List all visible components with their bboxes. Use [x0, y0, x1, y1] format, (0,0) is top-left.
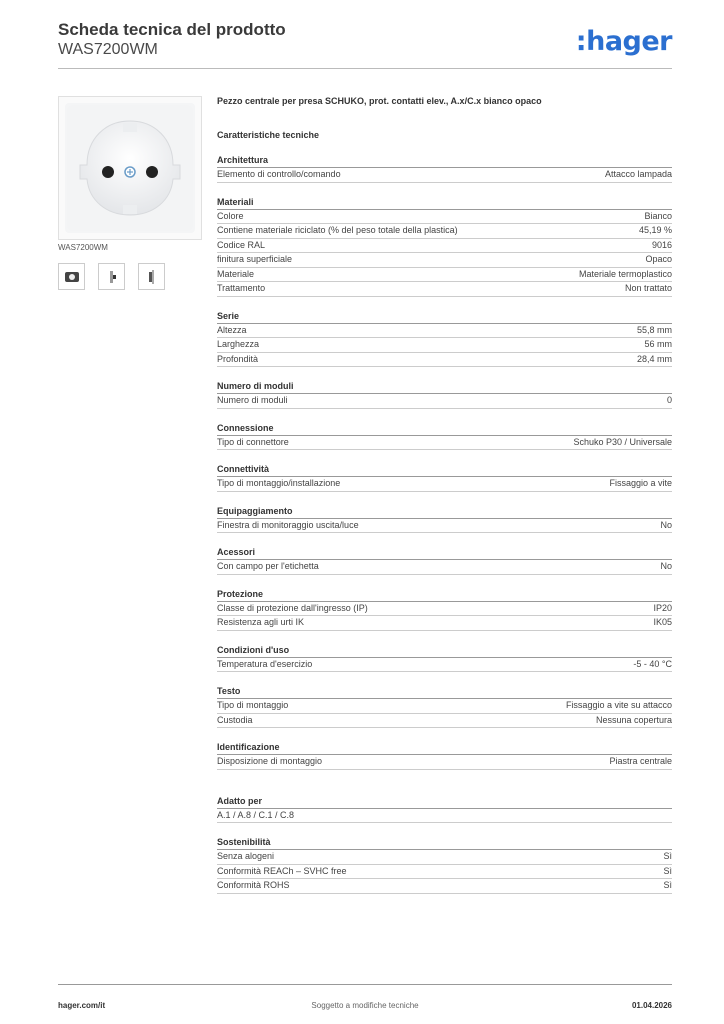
page-footer: [58, 988, 672, 1010]
spec-label: Trattamento: [217, 283, 266, 293]
section-title: Acessori: [217, 546, 672, 560]
spec-row: [217, 879, 672, 894]
spec-value: 56 mm: [644, 339, 672, 349]
product-code: WAS7200WM: [58, 41, 158, 58]
spec-label: Conformità REACh – SVHC free: [217, 865, 347, 876]
spec-value: Fissaggio a vite su attacco: [565, 700, 672, 710]
spec-label: Colore: [217, 210, 244, 221]
spec-row: [217, 865, 672, 880]
footer-date: 01.04.2026: [631, 1001, 672, 1010]
spec-row: [217, 394, 672, 409]
spec-label: Tipo di connettore: [217, 436, 289, 447]
spec-section: [217, 463, 672, 492]
product-description: Pezzo centrale per presa SCHUKO, prot. contatti elev., A.x/C.x bianco opaco: [217, 96, 542, 106]
spec-value: Sì: [663, 880, 672, 890]
spec-value: Sì: [663, 851, 672, 861]
spec-row: [217, 477, 672, 492]
spec-row: [217, 658, 672, 673]
spec-content: [217, 95, 672, 894]
spec-value: 28,4 mm: [636, 353, 672, 364]
spec-value: 0: [666, 395, 672, 405]
spec-label: Resistenza agli urti IK: [217, 617, 305, 627]
spec-value: 55,8 mm: [636, 324, 672, 335]
page-title: Scheda tecnica del prodotto: [58, 20, 286, 39]
spec-row: [217, 560, 672, 575]
spec-value: 45,19 %: [638, 225, 672, 235]
spec-label: Profondità: [217, 353, 259, 364]
spec-row: [217, 755, 672, 770]
spec-row: [217, 714, 672, 729]
spec-section: [217, 380, 672, 409]
spec-row: [217, 239, 672, 254]
spec-label: Materiale: [217, 268, 255, 279]
spec-row: [217, 699, 672, 714]
spec-row: [217, 253, 672, 268]
spec-section: [217, 685, 672, 728]
spec-value: Materiale termoplastico: [578, 268, 672, 279]
spec-label: Larghezza: [217, 339, 260, 349]
spec-section: [217, 644, 672, 673]
spec-section: [217, 741, 672, 770]
spec-label: Contiene materiale riciclato (% del peso totale della plastica): [217, 225, 458, 235]
spec-label: finitura superficiale: [217, 254, 293, 264]
spec-value: Schuko P30 / Universale: [573, 436, 672, 447]
footer-divider: [58, 984, 672, 985]
socket-plate: [65, 103, 195, 233]
page-header: [58, 20, 672, 60]
spec-section: [217, 505, 672, 534]
spec-row: [217, 616, 672, 631]
spec-section: [217, 154, 672, 183]
schuko-socket-icon: [65, 103, 195, 233]
spec-row: [217, 324, 672, 339]
spec-label: Codice RAL: [217, 239, 266, 250]
spec-value: Fissaggio a vite: [609, 478, 672, 488]
spec-row: [217, 338, 672, 353]
spec-section-adatto: [217, 795, 672, 824]
spec-label: Disposizione di montaggio: [217, 756, 323, 766]
spec-label: Altezza: [217, 324, 247, 335]
spec-row: [217, 168, 672, 183]
spec-section-sostenibilita: [217, 836, 672, 894]
thumbnail-side[interactable]: [98, 263, 125, 290]
spec-label: Senza alogeni: [217, 851, 275, 861]
socket-front-icon: [63, 270, 81, 284]
header-divider: [58, 68, 672, 69]
footer-note: Soggetto a modifiche tecniche: [311, 1001, 419, 1010]
spec-label: Temperatura d'esercizio: [217, 658, 313, 669]
thumbnail-strip: [58, 263, 165, 290]
spec-label: Elemento di controllo/comando: [217, 169, 341, 179]
spec-row: [217, 519, 672, 534]
spec-label: Con campo per l'etichetta: [217, 561, 319, 571]
thumbnail-front[interactable]: [58, 263, 85, 290]
spec-row: [217, 353, 672, 368]
section-title: Connettività: [217, 463, 672, 477]
spec-value: Opaco: [645, 254, 672, 264]
spec-value: Piastra centrale: [609, 756, 672, 766]
product-image-label: WAS7200WM: [58, 243, 108, 252]
spec-label: Finestra di monitoraggio uscita/luce: [217, 519, 359, 530]
section-title: Connessione: [217, 422, 672, 436]
spec-value: IK05: [653, 617, 672, 627]
spec-value: No: [660, 561, 672, 571]
spec-row: [217, 268, 672, 283]
spec-value: -5 - 40 °C: [633, 658, 672, 669]
socket-profile-icon: [145, 269, 159, 285]
section-title: Protezione: [217, 588, 672, 602]
spec-section: [217, 546, 672, 575]
socket-side-icon: [105, 269, 119, 285]
spec-row: [217, 210, 672, 225]
spec-section: [217, 588, 672, 631]
section-title: Numero di moduli: [217, 380, 672, 394]
spec-label: Custodia: [217, 714, 253, 725]
spec-row: [217, 809, 672, 824]
spec-section: [217, 196, 672, 297]
spec-value: Non trattato: [624, 283, 672, 293]
section-title: Materiali: [217, 196, 672, 210]
spec-value: IP20: [653, 602, 672, 613]
spec-value: 9016: [651, 239, 672, 250]
spec-value: Attacco lampada: [604, 169, 672, 179]
spec-label: Numero di moduli: [217, 395, 288, 405]
section-title: Serie: [217, 310, 672, 324]
section-title: Identificazione: [217, 741, 672, 755]
section-title: Equipaggiamento: [217, 505, 672, 519]
spec-section: [217, 310, 672, 368]
spec-value: No: [660, 519, 672, 530]
spec-row: [217, 282, 672, 297]
spec-label: Conformità ROHS: [217, 880, 290, 890]
section-title: Condizioni d'uso: [217, 644, 672, 658]
spec-section: [217, 422, 672, 451]
spec-value: Sì: [663, 865, 672, 876]
spec-label: Classe di protezione dall'ingresso (IP): [217, 602, 368, 613]
hager-logo: :hager: [575, 26, 672, 57]
product-image: [58, 96, 202, 240]
section-title: Adatto per: [217, 795, 672, 809]
thumbnail-profile[interactable]: [138, 263, 165, 290]
spec-value: Bianco: [644, 210, 672, 221]
section-title: Testo: [217, 685, 672, 699]
footer-website-link[interactable]: hager.com/it: [58, 1001, 106, 1010]
spec-row: [217, 602, 672, 617]
spec-value: Nessuna copertura: [595, 714, 672, 725]
spec-label: A.1 / A.8 / C.1 / C.8: [217, 809, 295, 820]
spec-row: [217, 436, 672, 451]
spec-label: Tipo di montaggio/installazione: [217, 478, 341, 488]
section-title: Sostenibilità: [217, 836, 672, 850]
tech-heading: Caratteristiche tecniche: [217, 130, 320, 140]
section-title: Architettura: [217, 154, 672, 168]
spec-label: Tipo di montaggio: [217, 700, 289, 710]
spec-row: [217, 850, 672, 865]
spec-row: [217, 224, 672, 239]
spec-sections: [217, 154, 672, 770]
